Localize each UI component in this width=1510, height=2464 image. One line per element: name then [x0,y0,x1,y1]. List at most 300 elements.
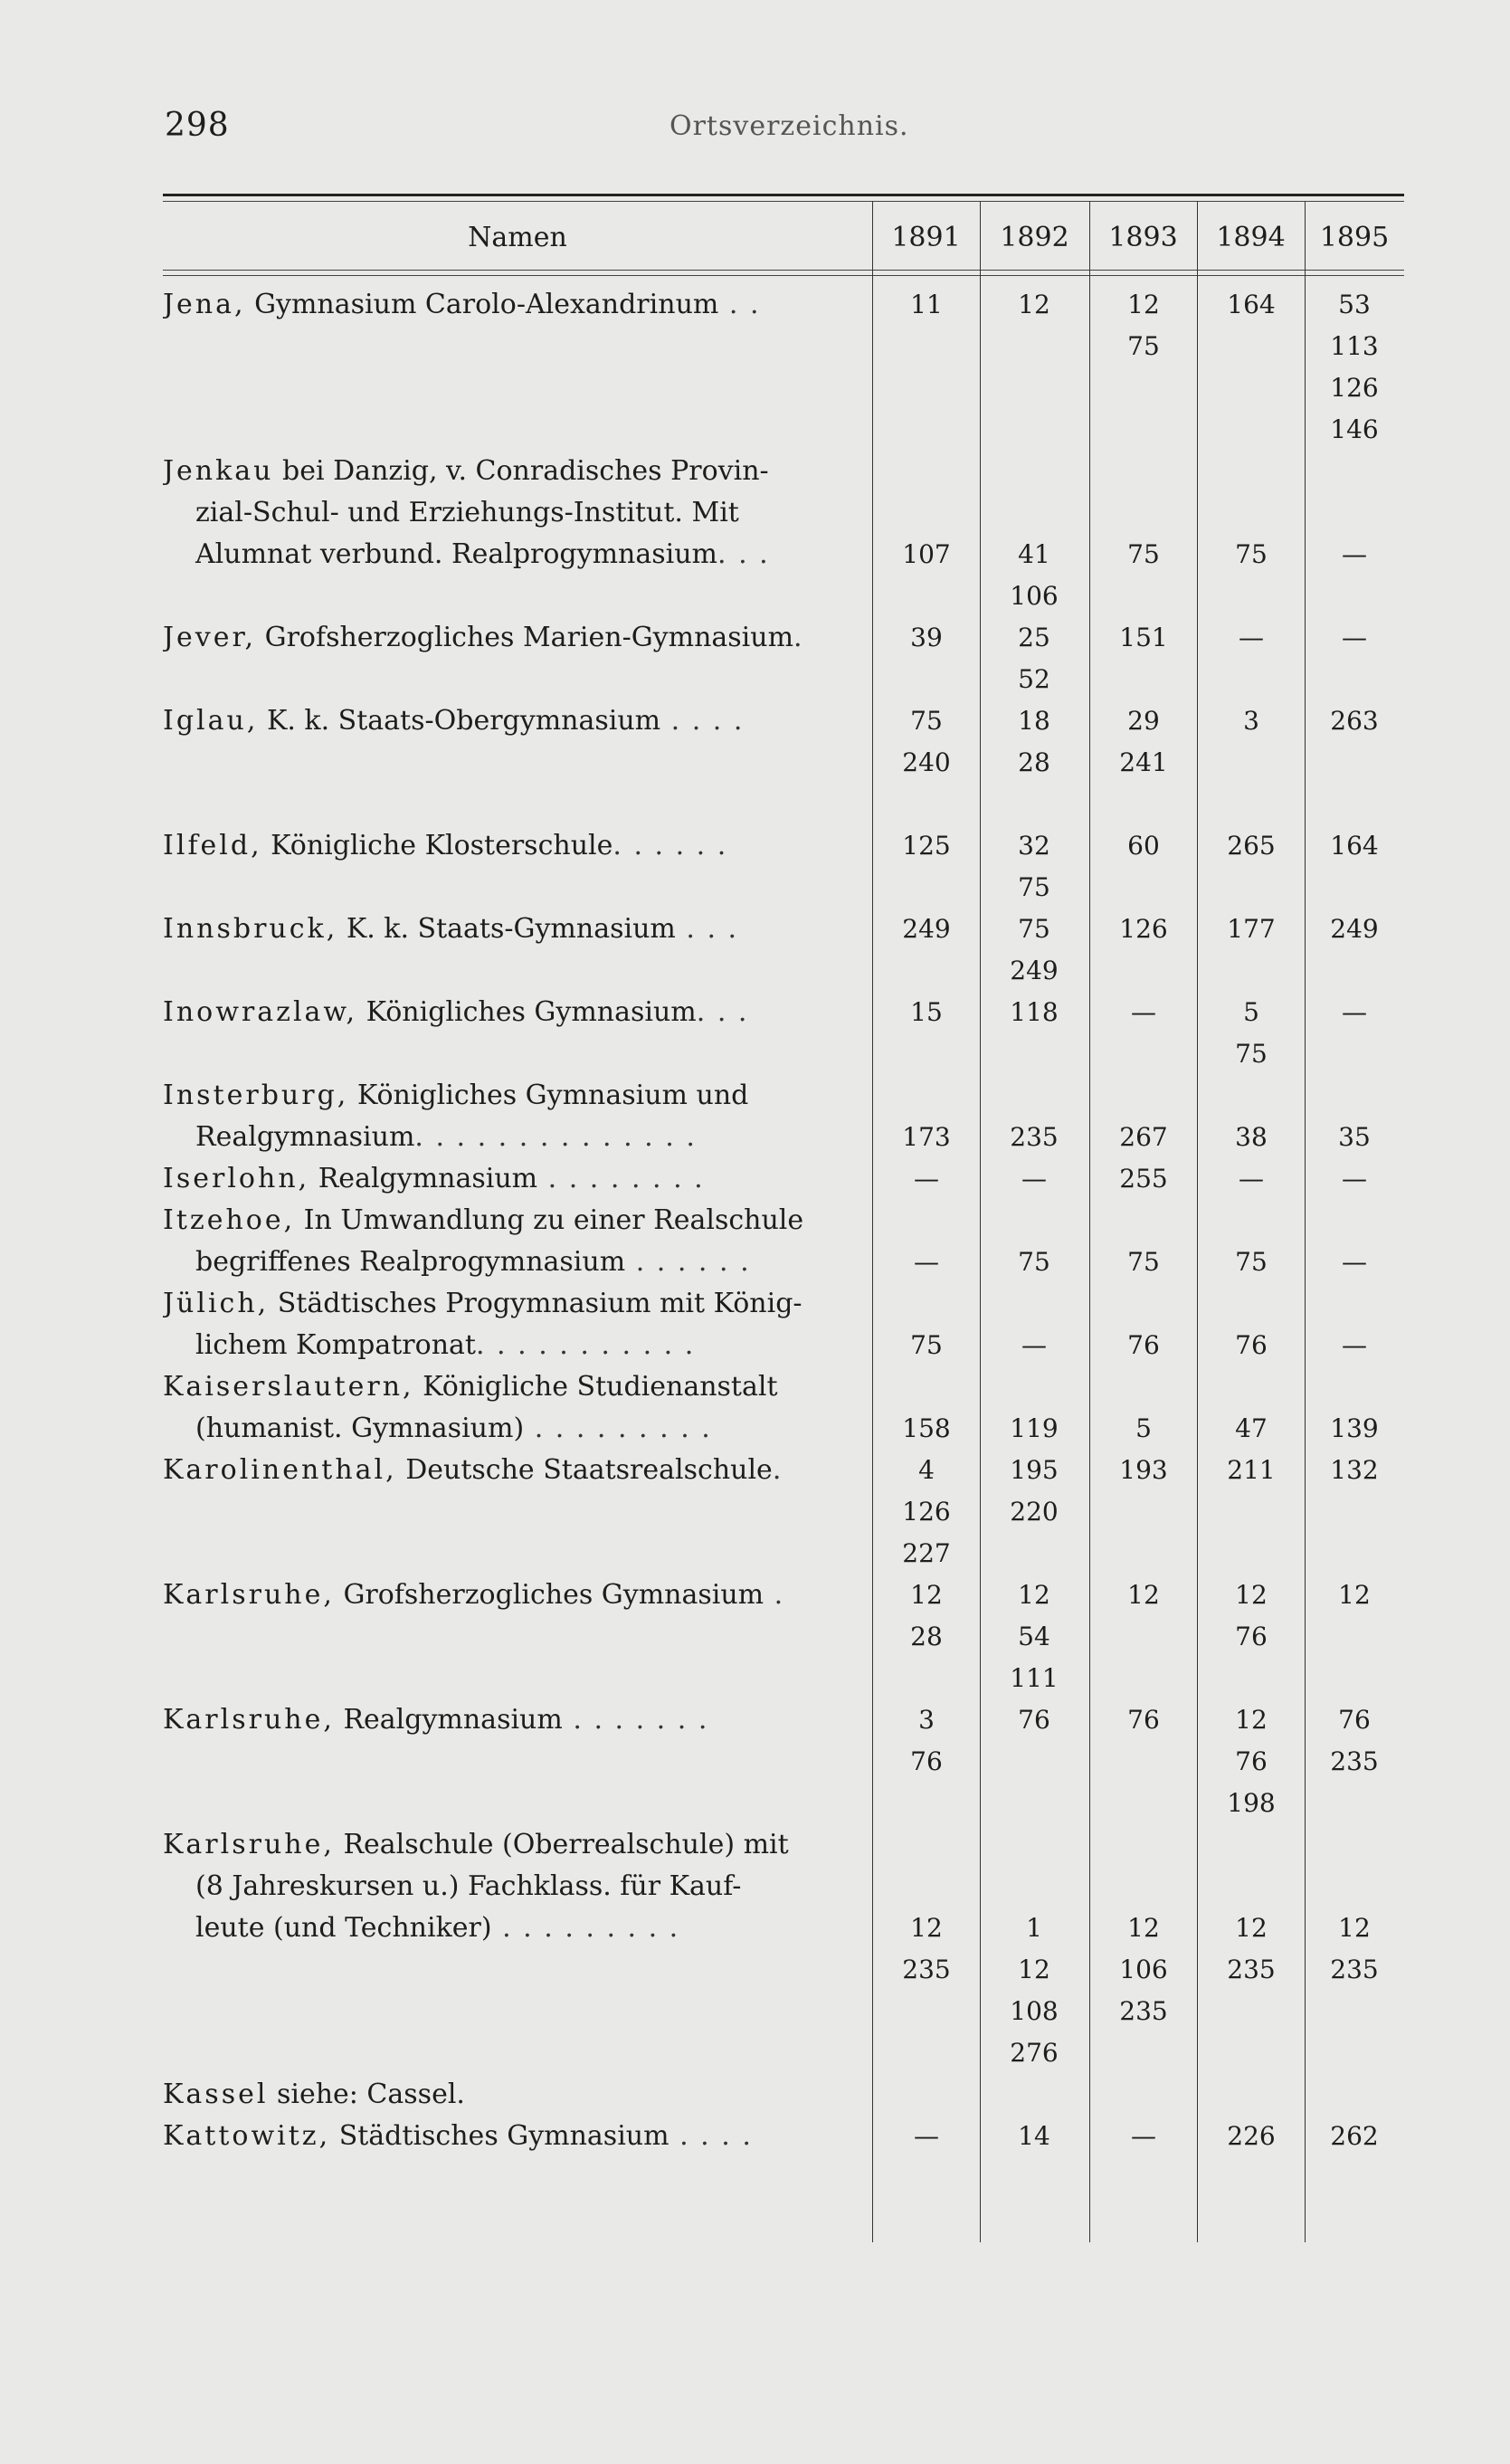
header-1891: 1891 [891,222,961,253]
table-cell: 39 [910,623,943,652]
table-cell: 226 [1227,2121,1276,2151]
year-1893-values [1091,1158,1196,1200]
entry-text: Königliche Klosterschule [261,830,613,861]
entry-place-name: Karolinenthal, [163,1454,397,1486]
entry-text: Königliches Gymnasium [357,996,697,1028]
entry-line [163,1574,847,1616]
year-1895-values [1302,284,1407,451]
table-row [163,1158,847,1200]
entry-line [163,1824,847,1866]
entry-line [163,1075,847,1117]
leader-dots: . . . . . . . . . . . [475,1329,696,1361]
table-cell: — [1342,1164,1367,1194]
entry-place-name: Kaiserslautern, [163,1371,414,1403]
entry-place-name: Kassel [163,2079,269,2110]
table-cell: 75 [1018,1247,1050,1277]
year-1895-values [1302,1117,1407,1158]
table-cell: 158 [902,1413,951,1443]
year-1895-values [1302,617,1407,659]
table-cell: 193 [1119,1455,1168,1485]
entry-line [163,2074,847,2116]
year-1894-values [1199,1907,1304,1991]
table-cell: 240 [902,747,951,777]
table-row [163,1574,847,1616]
year-1895-values [1302,2116,1407,2157]
year-1894-values [1199,1117,1304,1158]
entry-text: (8 Jahreskursen u.) Fachklass. für Kauf- [195,1870,742,1902]
table-cell: — [1342,539,1367,569]
table-cell: 249 [1010,956,1059,985]
entry-line [163,1866,847,1907]
year-1891-values [874,534,979,576]
table-cell: 12 [1235,1705,1268,1735]
table-cell: 32 [1018,831,1050,861]
page-number: 298 [165,107,230,144]
table-cell: 76 [1127,1705,1160,1735]
year-1891-values [874,1117,979,1158]
leader-dots: . . . [675,913,739,945]
table-cell: 111 [1010,1663,1059,1693]
table-cell: 18 [1018,706,1050,736]
entry-text: lichem Kompatronat [195,1329,476,1361]
table-cell: — [1131,2121,1156,2151]
table-cell: 235 [1227,1955,1276,1984]
table-cell: 75 [1235,1247,1268,1277]
table-row [163,700,847,742]
table-cell: 255 [1119,1164,1168,1194]
year-1892-values [982,1325,1087,1366]
table-cell: 195 [1010,1455,1059,1485]
year-1894-values [1199,2116,1304,2157]
table-cell: 125 [902,831,951,861]
year-1892-values [982,825,1087,909]
table-cell: 106 [1119,1955,1168,1984]
entry-place-name: Iserlohn, [163,1163,310,1194]
table-top-rule-thin [163,201,1404,202]
year-1894-values [1199,1574,1304,1658]
table-row [163,1450,847,1491]
table-cell: 3 [918,1705,935,1735]
table-cell: 15 [910,997,943,1027]
header-1895: 1895 [1319,222,1390,253]
year-1892-values [982,992,1087,1033]
table-row [163,992,847,1033]
entry-place-name: Jena, [163,289,246,320]
table-cell: 126 [1330,373,1379,403]
table-cell: 12 [910,1580,943,1610]
year-1893-values [1091,1408,1196,1450]
entry-line [163,1325,847,1366]
table-cell: 265 [1227,831,1276,861]
entry-line [163,1699,847,1741]
table-cell: 76 [910,1746,943,1776]
year-1893-values [1091,992,1196,1033]
table-cell: 28 [1018,747,1050,777]
entry-text: leute (und Techniker) [195,1912,492,1944]
leader-dots: . . . . . . . . . [491,1912,680,1944]
table-cell: 151 [1119,623,1168,652]
year-1895-values [1302,534,1407,576]
entry-place-name: Jenkau [163,455,274,487]
entry-line [163,825,847,867]
year-1893-values [1091,1450,1196,1491]
year-1891-values [874,1907,979,1991]
year-1892-values [982,1408,1087,1450]
table-cell: 177 [1227,914,1276,944]
column-divider [1197,201,1198,2242]
year-1892-values [982,1158,1087,1200]
year-1895-values [1302,1325,1407,1366]
entry-text: Alumnat verbund. Realprogymnasium [195,538,717,570]
leader-dots: . . . . . . . . . . . . . . [414,1121,697,1153]
table-cell: 12 [1127,1580,1160,1610]
table-cell: 76 [1235,1622,1268,1651]
table-cell: 54 [1018,1622,1050,1651]
year-1892-values [982,909,1087,992]
table-cell: 52 [1018,664,1050,694]
table-cell: 146 [1330,414,1379,444]
table-cell: 132 [1330,1455,1379,1485]
entry-line [163,1907,847,1949]
table-cell: 249 [902,914,951,944]
table-cell: — [914,2121,939,2151]
year-1891-values [874,2116,979,2157]
table-row [163,451,847,576]
table-cell: 198 [1227,1788,1276,1818]
table-cell: 241 [1119,747,1168,777]
header-1893: 1893 [1108,222,1178,253]
table-cell: 14 [1018,2121,1050,2151]
entry-line [163,909,847,950]
entry-line [163,284,847,326]
entry-text: Realschule (Oberrealschule) mit [334,1829,789,1860]
year-1895-values [1302,1158,1407,1200]
entry-line [163,1450,847,1491]
table-cell: — [1021,1330,1047,1360]
table-cell: 267 [1119,1122,1168,1152]
table-cell: — [914,1247,939,1277]
header-1892: 1892 [1000,222,1069,253]
year-1895-values [1302,1907,1407,1991]
entry-line [163,1117,847,1158]
entry-text: Realgymnasium [334,1704,563,1736]
leader-dots: . . . . . . [613,830,728,861]
entry-text: Städtisches Gymnasium [330,2120,670,2152]
table-cell: 75 [910,706,943,736]
header-bottom-rule [163,270,1404,271]
year-1893-values [1091,825,1196,867]
table-cell: 75 [1127,331,1160,361]
table-cell: 235 [902,1955,951,1984]
year-1892-values [982,1907,1087,2074]
entry-line [163,1283,847,1325]
year-1891-values [874,1699,979,1783]
entry-text: K. k. Staats-Gymnasium [337,913,676,945]
table-cell: 47 [1235,1413,1268,1443]
entry-place-name: Inowrazlaw, [163,996,358,1028]
year-1895-values [1302,992,1407,1033]
year-1891-values [874,617,979,659]
table-row [163,1200,847,1283]
entry-place-name: Jülich, [163,1288,270,1319]
entry-text: zial-Schul- und Erziehungs-Institut. Mit [195,497,739,528]
table-cell: 75 [1018,914,1050,944]
running-head: Ortsverzeichnis. [670,110,909,142]
year-1891-values [874,825,979,867]
table-row [163,2074,847,2116]
entry-text: K. k. Staats-Obergymnasium [258,705,661,737]
table-row [163,1283,847,1366]
table-cell: 119 [1010,1413,1059,1443]
year-1892-values [982,617,1087,700]
year-1893-values [1091,1574,1196,1616]
year-1892-values [982,2116,1087,2157]
year-1891-values [874,700,979,784]
year-1891-values [874,1325,979,1366]
entry-line [163,992,847,1033]
table-cell: 76 [1127,1330,1160,1360]
year-1894-values [1199,1325,1304,1366]
leader-dots: . . . . [660,705,745,737]
year-1894-values [1199,700,1304,742]
year-1892-values [982,284,1087,326]
column-divider [872,201,873,2242]
table-row [163,1366,847,1450]
leader-dots: . [772,1454,783,1486]
table-cell: 220 [1010,1497,1059,1527]
leader-dots: . . . . [669,2120,753,2152]
table-cell: 263 [1330,706,1379,736]
table-cell: 5 [1243,997,1259,1027]
entry-place-name: Karlsruhe, [163,1579,335,1611]
year-1894-values [1199,1408,1304,1450]
table-row [163,617,847,659]
table-cell: 113 [1330,331,1379,361]
table-cell: — [1021,1164,1047,1194]
table-cell: 12 [1338,1913,1371,1943]
table-cell: 12 [1338,1580,1371,1610]
year-1895-values [1302,1574,1407,1616]
year-1893-values [1091,909,1196,950]
entry-text: bei Danzig, v. Conradisches Provin- [273,455,769,487]
header-bottom-rule-thin [163,275,1404,276]
year-1893-values [1091,534,1196,576]
table-cell: — [1342,997,1367,1027]
year-1892-values [982,1699,1087,1741]
table-cell: 235 [1330,1746,1379,1776]
table-cell: 75 [1127,539,1160,569]
entry-line [163,492,847,534]
year-1891-values [874,284,979,326]
entry-text: Städtisches Progymnasium mit König- [269,1288,802,1319]
table-cell: — [914,1164,939,1194]
table-row [163,1699,847,1741]
leader-dots: . [793,622,804,653]
year-1893-values [1091,1699,1196,1741]
table-row [163,909,847,950]
table-cell: 108 [1010,1996,1059,2026]
table-cell: 12 [1235,1913,1268,1943]
table-cell: — [1342,1247,1367,1277]
year-1895-values [1302,1242,1407,1283]
table-cell: 126 [902,1497,951,1527]
table-cell: 75 [1235,539,1268,569]
leader-dots: . [764,1579,785,1611]
year-1894-values [1199,1699,1304,1824]
entry-line [163,1408,847,1450]
year-1894-values [1199,1450,1304,1491]
year-1892-values [982,1574,1087,1699]
table-cell: 126 [1119,914,1168,944]
table-cell: 29 [1127,706,1160,736]
entry-line [163,534,847,576]
table-cell: 38 [1235,1122,1268,1152]
table-cell: 76 [1235,1330,1268,1360]
year-1894-values [1199,284,1304,326]
year-1891-values [874,1450,979,1574]
table-cell: 227 [902,1538,951,1568]
table-cell: 76 [1338,1705,1371,1735]
entry-line [163,1242,847,1283]
entry-place-name: Kattowitz, [163,2120,331,2152]
table-cell: — [1239,1164,1264,1194]
entry-text: Gymnasium Carolo-Alexandrinum [245,289,719,320]
table-cell: 25 [1018,623,1050,652]
entry-text: Grofsherzogliches Marien-Gymnasium [256,622,794,653]
table-cell: 75 [1127,1247,1160,1277]
header-1894: 1894 [1216,222,1286,253]
entry-place-name: Jever, [163,622,257,653]
year-1892-values [982,534,1087,617]
leader-dots: . . . . . . [625,1246,751,1278]
table-row [163,1824,847,1949]
table-row [163,284,847,326]
table-cell: 12 [1018,290,1050,319]
table-cell: 12 [1235,1580,1268,1610]
year-1895-values [1302,909,1407,950]
entry-line [163,617,847,659]
year-1893-values [1091,617,1196,659]
table-cell: 12 [910,1913,943,1943]
leader-dots: . . [718,289,761,320]
table-cell: 235 [1330,1955,1379,1984]
entry-place-name: Ilfeld, [163,830,262,861]
year-1894-values [1199,1158,1304,1200]
entry-text: Grofsherzogliches Gymnasium [334,1579,764,1611]
year-1893-values [1091,1325,1196,1366]
entry-text: (humanist. Gymnasium) [195,1413,525,1444]
year-1891-values [874,1158,979,1200]
year-1894-values [1199,534,1304,576]
entry-place-name: Iglau, [163,705,259,737]
entry-place-name: Innsbruck, [163,913,338,945]
table-cell: 12 [1127,1913,1160,1943]
table-cell: 28 [910,1622,943,1651]
table-cell: 53 [1338,290,1371,319]
year-1891-values [874,1242,979,1283]
entry-line [163,451,847,492]
table-cell: 4 [918,1455,935,1485]
leader-dots: . . . [717,538,770,570]
table-top-rule [163,194,1404,196]
table-cell: — [1131,997,1156,1027]
entry-text: Realgymnasium [195,1121,415,1153]
table-row [163,2116,847,2157]
table-cell: 76 [1018,1705,1050,1735]
leader-dots: . . . [696,996,749,1028]
year-1891-values [874,1574,979,1658]
entry-text: Realgymnasium [309,1163,538,1194]
table-cell: 11 [910,290,943,319]
table-cell: 12 [1018,1580,1050,1610]
table-cell: 249 [1330,914,1379,944]
entry-place-name: Karlsruhe, [163,1704,335,1736]
table-cell: 276 [1010,2038,1059,2068]
year-1894-values [1199,825,1304,867]
table-cell: 5 [1135,1413,1152,1443]
entry-line [163,1366,847,1408]
table-cell: 118 [1010,997,1059,1027]
entry-text: Königliche Studienanstalt [413,1371,778,1403]
year-1895-values [1302,1408,1407,1450]
entry-place-name: Karlsruhe, [163,1829,335,1860]
table-cell: 75 [910,1330,943,1360]
year-1895-values [1302,825,1407,867]
table-cell: 75 [1018,872,1050,902]
leader-dots: . . . . . . . . [537,1163,705,1194]
entry-text: Deutsche Staatsrealschule [396,1454,773,1486]
table-cell: 173 [902,1122,951,1152]
table-cell: 139 [1330,1413,1379,1443]
year-1894-values [1199,617,1304,659]
table-cell: 35 [1338,1122,1371,1152]
column-divider [980,201,981,2242]
table-cell: — [1342,1330,1367,1360]
year-1893-values [1091,1242,1196,1283]
entry-place-name: Insterburg, [163,1080,349,1111]
table-cell: 211 [1227,1455,1276,1485]
leader-dots: . . . . . . . . . [524,1413,712,1444]
year-1891-values [874,992,979,1033]
entry-line [163,1200,847,1242]
table-cell: 12 [1127,290,1160,319]
entry-line [163,1158,847,1200]
year-1895-values [1302,1450,1407,1491]
table-cell: 107 [902,539,951,569]
table-cell: 3 [1243,706,1259,736]
year-1895-values [1302,1699,1407,1783]
entry-text: Königliches Gymnasium und [348,1080,749,1111]
entry-line [163,700,847,742]
entry-place-name: Itzehoe, [163,1204,296,1236]
table-cell: — [1342,623,1367,652]
table-cell: 12 [1018,1955,1050,1984]
year-1894-values [1199,992,1304,1075]
table-cell: 41 [1018,539,1050,569]
table-row [163,1075,847,1158]
year-1893-values [1091,700,1196,784]
table-cell: — [1239,623,1264,652]
year-1891-values [874,1408,979,1450]
table-cell: 76 [1235,1746,1268,1776]
entry-text: begriffenes Realprogymnasium [195,1246,626,1278]
leader-dots: . . . . . . . [562,1704,709,1736]
table-cell: 262 [1330,2121,1379,2151]
year-1895-values [1302,700,1407,742]
year-1893-values [1091,2116,1196,2157]
year-1891-values [874,909,979,950]
table-cell: 1 [1026,1913,1042,1943]
